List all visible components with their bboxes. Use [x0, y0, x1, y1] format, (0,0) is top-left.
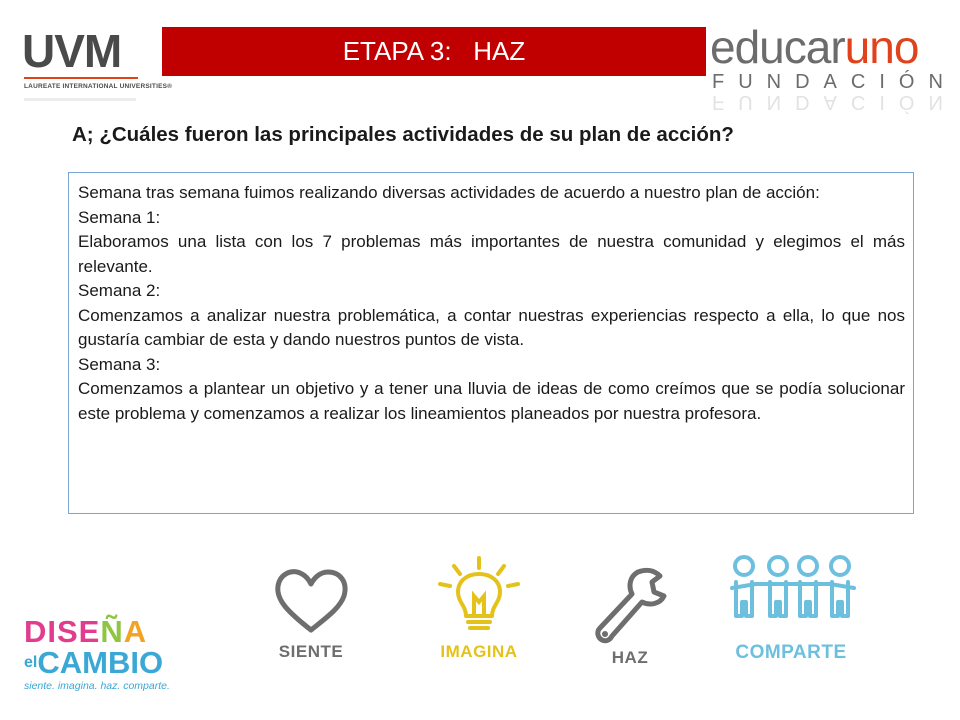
- question-heading: A; ¿Cuáles fueron las principales actividades de su plan de acción?: [72, 123, 734, 146]
- el-word: el: [24, 654, 38, 671]
- answer-paragraph: Comenzamos a plantear un objetivo y a tener una lluvia de ideas de como creímos que se podía solucionar este problema y comenzamos a realizar los lineamientos planeados por nuestra profesora.: [78, 379, 905, 423]
- stage-haz: [590, 560, 670, 670]
- answer-paragraph: Comenzamos a analizar nuestra problemática, a contar nuestras experiencias respecto a ella, lo que nos gustaría cambiar de esta y dando nuestros puntos de vista.: [78, 305, 905, 349]
- answer-box: [68, 172, 914, 514]
- people-icon: [722, 554, 860, 634]
- disena-word-b: Ñ: [100, 614, 124, 649]
- lightbulb-icon: [430, 556, 528, 638]
- uvm-logo-subtitle: LAUREATE INTERNATIONAL UNIVERSITIES®: [24, 83, 173, 90]
- stage-label-siente: SIENTE: [278, 642, 344, 661]
- wrench-icon: [590, 564, 670, 648]
- heart-icon: [268, 560, 354, 640]
- stage-imagina: [430, 560, 528, 670]
- disena-word-c: A: [123, 614, 148, 649]
- disena-el-cambio-logo: [24, 616, 204, 696]
- stage-siente: [268, 560, 354, 670]
- educaruno-word-b: uno: [844, 21, 919, 73]
- educaruno-word-a: educar: [710, 21, 845, 73]
- uvm-logo: [22, 25, 173, 106]
- cambio-word: CAMBIO: [37, 645, 164, 680]
- answer-week-label: Semana 2:: [78, 281, 161, 300]
- disena-tagline: siente. imagina. haz. comparte.: [24, 680, 170, 692]
- fundacion-reflection: FUNDACIÓN: [712, 91, 957, 113]
- answer-paragraph: Elaboramos una lista con los 7 problemas más importantes de nuestra comunidad y elegimos el más relevante.: [78, 232, 905, 276]
- stage-comparte: [722, 560, 860, 670]
- fundacion-text: FUNDACIÓN: [712, 71, 957, 93]
- uvm-logo-text: UVM: [22, 25, 122, 77]
- educaruno-logo: [708, 20, 957, 116]
- answer-paragraph: Semana tras semana fuimos realizando diversas actividades de acuerdo a nuestro plan de acción:: [78, 183, 820, 202]
- disena-wordmark: [24, 616, 147, 648]
- disena-word-a: DISE: [24, 614, 101, 649]
- answer-week-label: Semana 1:: [78, 207, 161, 227]
- stage-label-imagina: IMAGINA: [440, 642, 518, 661]
- educaruno-wordmark: [710, 20, 918, 74]
- cambio-wordmark: [24, 646, 163, 680]
- stage-label-haz: HAZ: [611, 648, 649, 667]
- stage-label-comparte: COMPARTE: [735, 642, 847, 663]
- answer-week-label: Semana 3:: [78, 354, 161, 374]
- title-banner: [162, 27, 706, 76]
- page-title: ETAPA 3: HAZ: [342, 36, 526, 66]
- uvm-logo-reflection: [24, 98, 136, 101]
- uvm-logo-underline: [24, 77, 138, 79]
